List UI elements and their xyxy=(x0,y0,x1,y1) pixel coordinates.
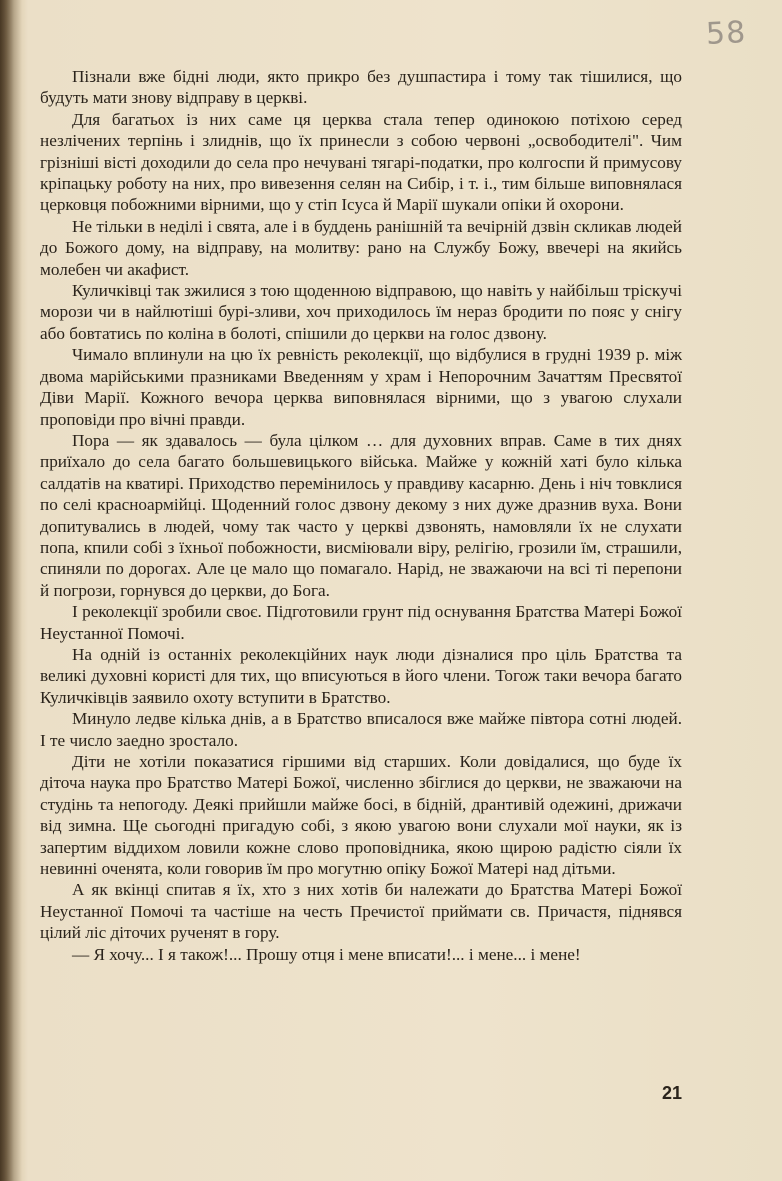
paragraph: Пора — як здавалось — була цілком … для духовних вправ. Саме в тих днях приїхало до села багато большевицького війська. Майже у кожній хаті було кілька салдатів на кватирі. Приходство перемінилось у правдиву касарню. День і ніч товклися по селі красноармійці. Щоденний голос дзвону декому з них дуже дразнив вуха. Вони допитувались в людей, чому так часто у церкві дзвонять, намовляли їх не слухати попа, кпили собі з їхньої побожности, висміювали віру, релігію, грозили їм, страшили, спиняли по дорогах. Але це мало що помагало. Нарід, не зважаючи на всі ті перепони й погрози, горнувся до церкви, до Бога. xyxy=(40,430,682,600)
paragraph: І реколекції зробили своє. Підготовили грунт під оснування Братства Матері Божої Неустанної Помочі. xyxy=(40,602,682,643)
paragraph: — Я хочу... І я також!... Прошу отця і мене вписати!... і мене... і мене! xyxy=(72,944,581,964)
binding-shadow xyxy=(0,0,22,1181)
paragraph: Для багатьох із них саме ця церква стала тепер одинокою потіхою серед незлічених терпінь і злиднів, що їх принесли з собою червоні „освободителі". Чим грізніші вісті доходили до села про нечувані тягарі-податки, про колгоспи й примусову кріпацьку роботу на них, про вивезення селян на Сибір, і т. і., тим більше виповнялася церковця побожними вірними, що у стіп Ісуса й Марії шукали опіки й охорони. xyxy=(40,109,682,215)
paragraph: Куличківці так зжилися з тою щоденною відправою, що навіть у найбільш тріскучі морози чи в найлютіші бурі-зливи, хоч приходилось їм нераз бродити по пояс у снігу або бовтатись по коліна в болоті, спішили до церкви на голос дзвону. xyxy=(40,281,682,343)
paragraph: А як вкінці спитав я їх, хто з них хотів би належати до Братства Матері Божої Неустанної Помочі та частіше на честь Пречистої приймати св. Причастя, піднявся цілий ліс діточих рученят в гору. xyxy=(40,880,682,943)
paragraph: Діти не хотіли показатися гіршими від старших. Коли довідалися, що буде їх діточа наука про Братство Матері Божої, численно збіглися до церкви, не зважаючи на студінь та непогоду. Деякі прийшли майже босі, в бідній, дрантивій одежині, дрижачи від зимна. Ще сьогодні пригадую собі, з якою увагою вони слухали мої науки, як із запертим віддихом ловили кожне слово проповідника, якою щирою радістю сіяли їх невинні оченята, коли говорив їм про могутню опіку Божої Матері над дітьми. xyxy=(40,752,682,879)
page-number: 21 xyxy=(662,1083,683,1103)
paragraph: Чимало вплинули на цю їх ревність реколекції, що відбулися в грудні 1939 р. між двома марійськими празниками Введенням у храм і Непорочним Зачаттям Пресвятої Діви Марії. Кожного вечора церква виповнялася вірними, що з увагою слухали проповіди про вічні правди. xyxy=(40,345,682,429)
handwritten-page-number: 58 xyxy=(705,14,748,53)
paragraph: Пізнали вже бідні люди, якто прикро без душпастира і тому так тішилися, що будуть мати знову відправу в церкві. xyxy=(40,67,682,108)
body-text xyxy=(40,66,682,965)
paragraph: Не тільки в неділі і свята, але і в буддень ранішній та вечірній дзвін скликав людей до Божого дому, на відправу, на молитву: рано на Службу Божу, ввечері на якийсь молебен чи акафист. xyxy=(40,216,682,279)
paragraph: На одній із останніх реколекційних наук люди дізналися про ціль Братства та великі духовні користі для тих, що вписуються в його члени. Тогож таки вечора багато Куличківців заявило охоту вступити в Братство. xyxy=(40,644,682,707)
paragraph: Минуло ледве кілька днів, а в Братство вписалося вже майже півтора сотні людей. І те число заедно зростало. xyxy=(40,709,682,750)
